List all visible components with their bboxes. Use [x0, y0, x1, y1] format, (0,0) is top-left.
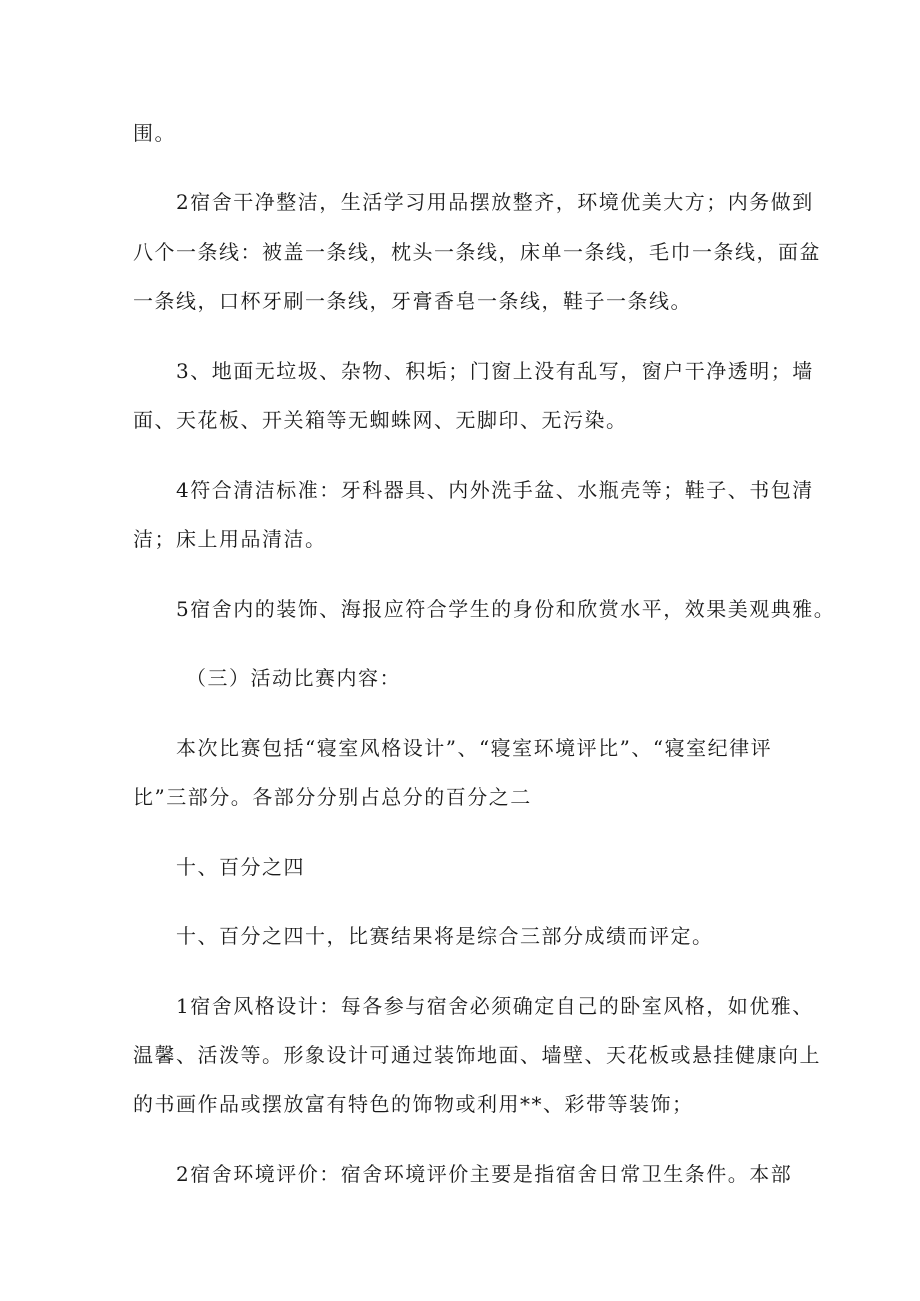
text-line-5: 3、地面无垃圾、杂物、积垢；门窗上没有乱写，窗户干净透明；墙: [176, 359, 814, 383]
text-line-11: 本次比赛包括“寝室风格设计”、“寝室环境评比”、“寝室纪律评: [176, 736, 773, 760]
text-line-8: 洁；床上用品清洁。: [133, 527, 327, 551]
text-line-3: 八个一条线：被盖一条线，枕头一条线，床单一条线，毛巾一条线，面盆: [133, 240, 821, 264]
text-line-17: 的书画作品或摆放富有特色的饰物或利用**、彩带等装饰；: [133, 1092, 694, 1116]
text-line-12: 比”三部分。各部分分别占总分的百分之二: [133, 785, 532, 809]
text-line-9: 5宿舍内的装饰、海报应符合学生的身份和欣赏水平，效果美观典雅。: [176, 597, 836, 621]
text-line-15: 1宿舍风格设计：每各参与宿舍必须确定自己的卧室风格，如优雅、: [176, 994, 814, 1018]
text-line-1: 围。: [133, 121, 176, 145]
text-line-4: 一条线，口杯牙刷一条线，牙膏香皂一条线，鞋子一条线。: [133, 289, 692, 313]
text-line-18: 2宿舍环境评价：宿舍环境评价主要是指宿舍日常卫生条件。本部: [176, 1162, 793, 1186]
text-line-7: 4符合清洁标准：牙科器具、内外洗手盆、水瓶壳等；鞋子、书包清: [176, 478, 814, 502]
section-heading: （三）活动比赛内容：: [186, 666, 401, 690]
text-line-14: 十、百分之四十，比赛结果将是综合三部分成绩而评定。: [176, 924, 714, 948]
text-line-2: 2宿舍干净整洁，生活学习用品摆放整齐，环境优美大方；内务做到: [176, 190, 814, 214]
text-line-13: 十、百分之四: [176, 855, 305, 879]
text-line-6: 面、天花板、开关箱等无蜘蛛网、无脚印、无污染。: [133, 408, 628, 432]
text-line-16: 温馨、活泼等。形象设计可通过装饰地面、墙壁、天花板或悬挂健康向上: [133, 1043, 821, 1067]
